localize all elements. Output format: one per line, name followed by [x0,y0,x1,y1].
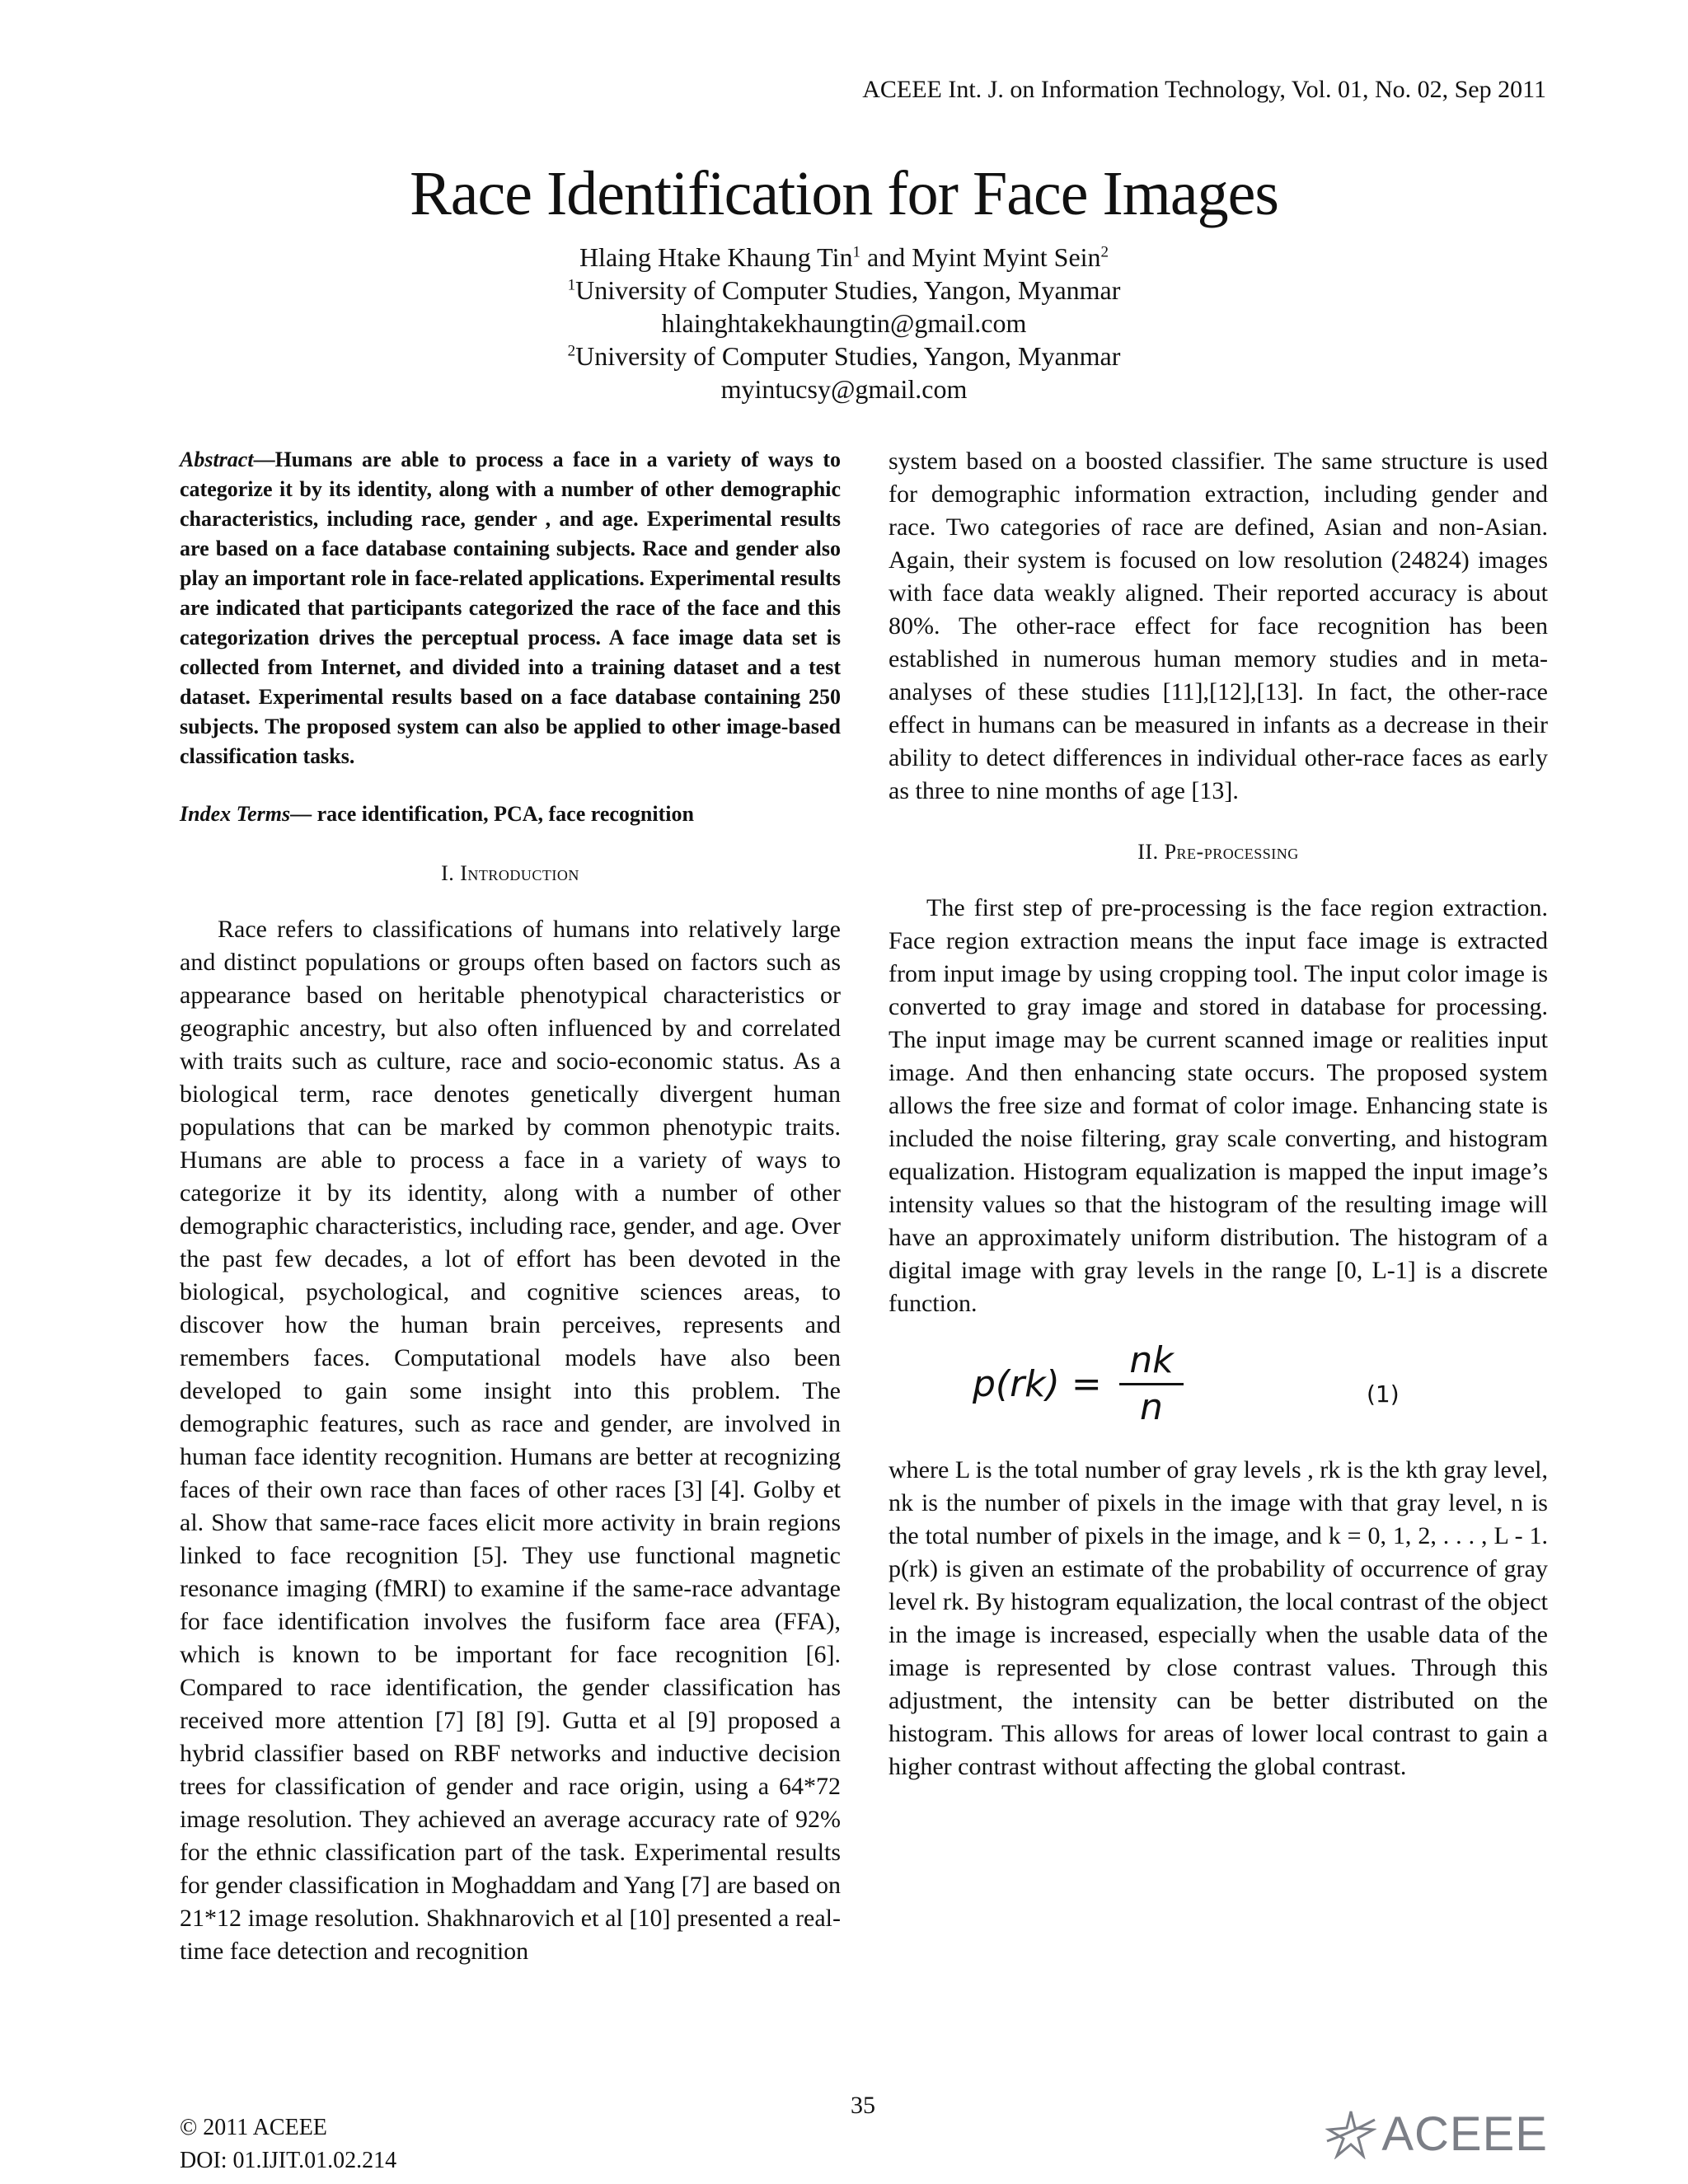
index-terms-text: — race identification, PCA, face recognition [290,802,694,826]
star-swoosh-icon [1325,2108,1376,2159]
author-1: Hlaing Htake Khaung Tin [579,242,853,272]
author-line [0,241,1688,274]
equation-denominator: n [1119,1383,1184,1430]
index-terms-label: Index Terms [180,802,291,826]
equation-explanation: where L is the total number of gray levels , rk is the kth gray level, nk is the number of pixels in the image with that gray level, n is the total number of pixels in the image, and k = 0, 1, 2, . . . , L - 1. p(rk) is given an estimate of the probability of occurrence of gray level rk. By histogram equalization, the local contrast of the object in the image is increased, especially when the usable data of the image is represented by close contrast values. Through this adjustment, the intensity can be better distributed on the histogram. This allows for areas of lower local contrast to gain a higher contrast without affecting the global contrast. [889,1456,1548,1780]
author-conjunction: and [860,242,912,272]
right-column [889,445,1548,1783]
author-2: Myint Myint Sein [912,242,1101,272]
affiliation-2-text: University of Computer Studies, Yangon, Myanmar [575,341,1121,371]
equation-fraction [1119,1338,1184,1430]
affiliation-2 [0,340,1688,373]
affiliation-2-sup: 2 [567,342,576,360]
running-header: ACEEE Int. J. on Information Technology, Vol. 01, No. 02, Sep 2011 [862,76,1546,103]
footer-info [180,2111,396,2177]
copyright: © 2011 ACEEE [180,2115,327,2140]
equation-lhs: p(rk) = [973,1363,1102,1405]
index-terms [180,799,841,829]
abstract-label: Abstract [180,448,254,471]
affiliation-1-sup: 1 [567,276,576,294]
equation-1 [889,1337,1548,1434]
left-column [180,445,841,1968]
email-2: myintucsy@gmail.com [720,374,968,404]
introduction-continuation: system based on a boosted classifier. The same structure is used for demographic information extraction, including gender and race. Two categories of race are defined, Asian and non-Asian. Again, their system is focused on low resolution (24824) images with face data weakly aligned. Their reported accuracy is about 80%. The other-race effect for face recognition has been established in numerous human memory studies and in meta-analyses of these studies [11],[12],[13]. In fact, the other-race effect in humans can be measured in infants as a decrease in their ability to detect differences in individual other-race faces as early as three to nine months of age [13]. [889,448,1548,804]
section-heading-preprocessing: II. Pre-processing [1137,840,1299,864]
paper-title: Race Identification for Face Images [410,159,1278,228]
doi: DOI: 01.IJIT.01.02.214 [180,2148,397,2173]
affiliation-1 [0,274,1688,307]
preprocessing-paragraph: The first step of pre-processing is the face region extraction. Face region extraction means the input face image is extracted from input image by using cropping tool. The input color image is converted to gray image and stored in database for processing. The input image may be current scanned image or realities input image. And then enhancing state occurs. The proposed system allows the free size and format of color image. Enhancing state is included the noise filtering, gray scale converting, and histogram equalization. Histogram equalization is mapped the input image’s intensity values so that the histogram of the resulting image will have an approximately uniform distribution. The histogram of a digital image with gray levels in the range [0, L-1] is a discrete function. [889,894,1548,1317]
abstract-text: —Humans are able to process a face in a variety of ways to categorize it by its identity, along with a number of other demographic characteristics, including race, gender , and age. Experimental results are based on a face database containing subjects. Race and gender also play an important role in face-related applications. Experimental results are indicated that participants categorized the race of the face and this categorization drives the perceptual process. A face image data set is collected from Internet, and divided into a training dataset and a test dataset. Experimental results based on a face database containing 250 subjects. The proposed system can also be applied to other image-based classification tasks. [180,448,841,768]
aceee-logo [1325,2107,1548,2161]
section-heading-introduction: I. Introduction [441,861,579,885]
author-1-sup: 1 [852,243,860,261]
equation-numerator: nk [1129,1339,1174,1381]
logo-text: ACEEE [1381,2107,1548,2161]
author-2-sup: 2 [1100,243,1109,261]
equation-number: (1) [1367,1380,1400,1408]
abstract [180,445,841,771]
page-number: 35 [851,2092,875,2119]
author-block [0,241,1688,405]
introduction-paragraph: Race refers to classifications of humans into relatively large and distinct populations or groups often based on factors such as appearance based on heritable phenotypical characteristics or geographic ancestry, but also often influenced by and correlated with traits such as culture, race and socio-economic status. As a biological term, race denotes genetically divergent human populations that can be marked by common phenotypic traits. Humans are able to process a face in a variety of ways to categorize it by its identity, along with a number of other demographic characteristics, including race, gender, and age. Over the past few decades, a lot of effort has been devoted in the biological, psychological, and cognitive sciences areas, to discover how the human brain perceives, represents and remembers faces. Computational models have also been developed to gain some insight into this problem. The demographic features, such as race and gender, are involved in human face identity recognition. Humans are better at recognizing faces of their own race than faces of other races [3] [4]. Golby et al. Show that same-race faces elicit more activity in brain regions linked to face recognition [5]. They use functional magnetic resonance imaging (fMRI) to examine if the same-race advantage for face identification involves the fusiform face area (FFA), which is known to be important for face recognition [6]. Compared to race identification, the gender classification has received more attention [7] [8] [9]. Gutta et al [9] proposed a hybrid classifier based on RBF networks and inductive decision trees for classification of gender and race origin, using a 64*72 image resolution. They achieved an average accuracy rate of 92% for the ethnic classification part of the task. Experimental results for gender classification in Moghaddam and Yang [7] are based on 21*12 image resolution. Shakhnarovich et al [10] presented a real-time face detection and recognition [180,916,841,1965]
email-1: hlainghtakekhaungtin@gmail.com [661,308,1027,338]
affiliation-1-text: University of Computer Studies, Yangon, Myanmar [575,275,1121,305]
